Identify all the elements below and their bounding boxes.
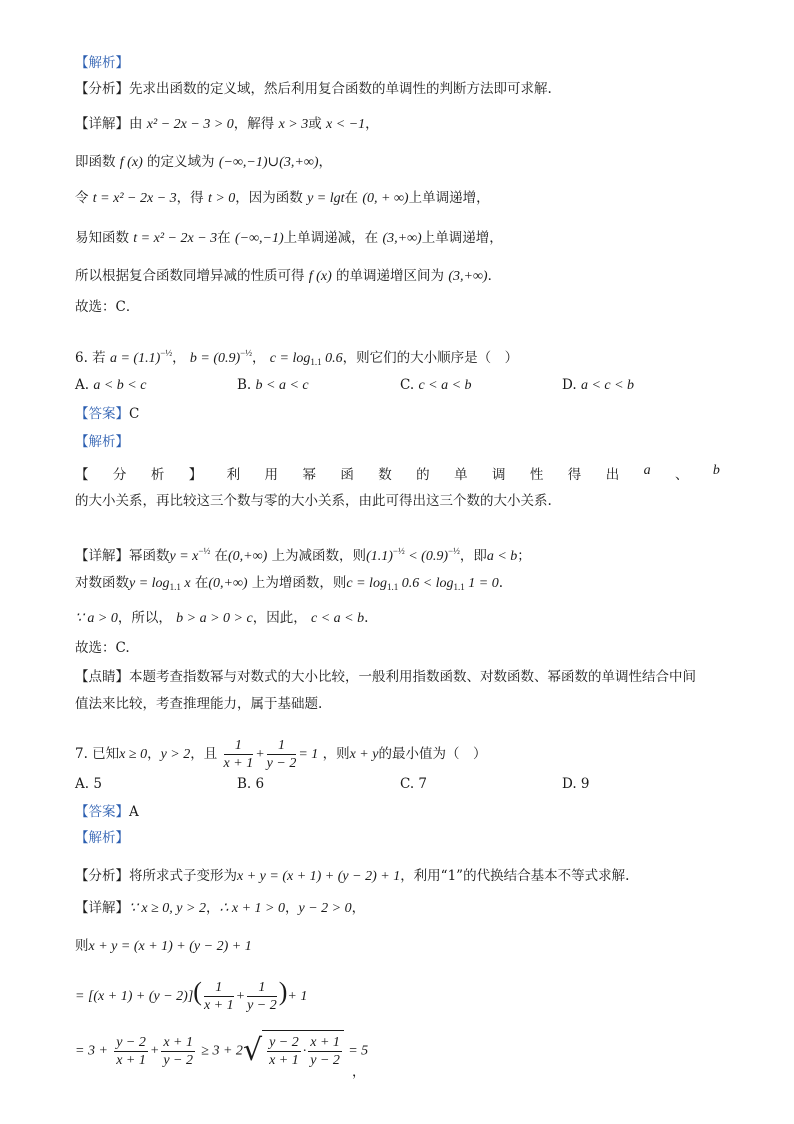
math-given: ∵ x ≥ 0, y > 2 <box>129 901 206 916</box>
text: ，即 <box>459 548 487 564</box>
text: ，因此， <box>252 610 307 626</box>
char: 用 <box>264 467 279 483</box>
subscript: 1.1 <box>386 582 399 592</box>
detail-6-line-1 <box>75 541 531 567</box>
text: 上单调递增， <box>421 230 503 246</box>
math-result: c < a < b <box>311 611 365 626</box>
char: 得 <box>567 467 582 483</box>
denominator: x + 1 <box>116 1052 146 1068</box>
text: y = x <box>169 549 199 564</box>
text: 在 <box>344 190 359 206</box>
numerator: 1 <box>247 979 277 997</box>
option-value: a < b < c <box>93 378 147 393</box>
detail-7-line-2 <box>75 936 252 957</box>
label: C. <box>400 377 415 393</box>
text: 上为增函数，则 <box>251 575 347 591</box>
text: 0.6 < log <box>398 576 454 591</box>
text: ，得 <box>176 190 204 206</box>
text: ， <box>365 116 379 132</box>
char: 的 <box>416 467 430 483</box>
math-y-gt-2: y > 2 <box>160 747 191 762</box>
text: 令 <box>75 190 89 206</box>
equals: = 1 <box>298 747 319 762</box>
math-interval: (0,+∞) <box>228 549 268 564</box>
plus: + <box>235 989 246 1004</box>
text: 在 <box>214 548 228 564</box>
analysis-5 <box>75 79 552 99</box>
dianjing-6-line-1 <box>75 667 696 687</box>
paren-close: ) <box>278 977 288 1006</box>
text: a = (1.1) <box>109 351 161 366</box>
numerator: 1 <box>224 737 254 755</box>
answer-value: C <box>129 406 140 422</box>
option-c <box>400 377 472 394</box>
text: ， <box>251 350 266 366</box>
text: 即函数 <box>75 154 116 170</box>
jiexi-heading-5: 【解析】 <box>75 55 129 71</box>
math-answer-interval: (3,+∞) <box>448 269 488 284</box>
text: 所以根据复合函数同增异减的性质可得 <box>75 268 305 284</box>
math-t-pos: t > 0 <box>207 191 236 206</box>
detail-line-2 <box>75 152 332 173</box>
char: 分 <box>112 467 127 483</box>
option-b-7: B. 6 <box>237 776 265 792</box>
text: . <box>498 575 504 591</box>
answer-6 <box>75 404 139 424</box>
char: 出 <box>605 467 620 483</box>
denominator: y − 2 <box>310 1053 340 1068</box>
analysis-6-line-1 <box>75 463 720 483</box>
text: 由 <box>129 116 143 132</box>
math-fx-2: f (x) <box>308 269 332 284</box>
option-b <box>237 377 309 394</box>
label: A. <box>75 377 90 393</box>
text: ，解得 <box>233 116 275 132</box>
math-a-def <box>109 348 173 366</box>
text: 或 <box>308 116 322 132</box>
option-c-7: C. 7 <box>400 776 428 792</box>
math-therefore-2: y − 2 > 0 <box>298 901 352 916</box>
dot: · <box>302 1044 307 1059</box>
detail-6-line-2 <box>75 573 503 597</box>
numerator: x + 1 <box>310 1035 340 1050</box>
math-therefore: ∴ x + 1 > 0 <box>219 901 285 916</box>
text: 上单调递增， <box>408 190 490 206</box>
math-fx: f (x) <box>119 155 143 170</box>
detail-6-line-3 <box>75 608 368 629</box>
detail-line-1 <box>75 114 379 135</box>
answer-value: A <box>129 804 139 820</box>
char: 数 <box>378 467 392 483</box>
exp: −½ <box>392 546 405 556</box>
text: 1 = 0 <box>464 576 499 591</box>
text: 则 <box>75 938 89 954</box>
denominator: x + 1 <box>223 756 254 771</box>
math-x-plus-y: x + y <box>349 747 379 762</box>
char: 调 <box>491 467 506 483</box>
math-domain: (−∞,−1)∪(3,+∞) <box>218 155 319 170</box>
text: x <box>180 576 191 591</box>
detail-7-line-3 <box>75 972 307 1017</box>
math-eq5: = 5 <box>348 1043 369 1059</box>
text: 易知函数 <box>75 230 129 246</box>
fraction <box>114 1034 148 1069</box>
option-a <box>75 377 146 394</box>
fraction <box>247 979 277 1014</box>
denominator: y − 2 <box>163 1052 193 1068</box>
tag-xiangjie: 【详解】 <box>75 116 129 132</box>
text: 0.6 <box>321 351 343 366</box>
text: ， <box>172 350 186 366</box>
text: 的单调递增区间为 <box>336 268 445 284</box>
exp: −½ <box>198 546 211 556</box>
question-number: 7. 已知 <box>75 746 120 762</box>
text: c = log <box>269 351 311 366</box>
denominator: y − 2 <box>266 756 297 771</box>
label: B. <box>237 377 252 393</box>
label: D. <box>562 377 577 393</box>
text: ， <box>147 746 161 762</box>
analysis-text: 先求出函数的定义域，然后利用复合函数的单调性的判断方法即可求解. <box>129 81 552 97</box>
numerator: x + 1 <box>163 1034 193 1050</box>
math-decomp: x + y = (x + 1) + (y − 2) + 1 <box>237 869 401 884</box>
text: < (0.9) <box>404 549 448 564</box>
question-6 <box>75 343 518 372</box>
option-a-7: A. 5 <box>75 776 102 792</box>
numerator: y − 2 <box>269 1035 299 1050</box>
text: 在 <box>217 230 231 246</box>
math-t-def-2: t = x² − 2x − 3 <box>133 231 218 246</box>
text: 的定义域为 <box>147 154 215 170</box>
char: 函 <box>340 467 354 483</box>
text: b = (0.9) <box>189 351 241 366</box>
trailing-comma: ， <box>352 1064 366 1080</box>
denominator: x + 1 <box>203 998 234 1013</box>
math-bracket: = [(x + 1) + (y − 2)] <box>75 989 194 1004</box>
char: 利 <box>226 467 241 483</box>
math-interval-neg: (−∞,−1) <box>234 231 284 246</box>
text: 将所求式子变形为 <box>129 868 237 884</box>
text: ， <box>318 154 333 170</box>
math-a-lt-b: a < b <box>486 549 518 564</box>
option-d <box>562 377 634 394</box>
detail-line-5 <box>75 266 501 287</box>
math-c-def <box>270 351 343 366</box>
analysis-6-line-2: 的大小关系，再比较这三个数与零的大小关系，由此可得出这三个数的大小关系. <box>75 493 552 509</box>
math-a: a <box>643 463 651 478</box>
math-power-fn <box>169 546 211 564</box>
detail-line-4 <box>75 228 503 249</box>
math-x-gt-3: x > 3 <box>278 117 309 132</box>
text: ， <box>284 900 299 916</box>
denominator: x + 1 <box>269 1053 299 1068</box>
text: ，因为函数 <box>235 190 303 206</box>
tag-fenxi: 【分析】 <box>75 81 129 97</box>
paren-open: ( <box>193 977 202 1006</box>
tag-answer: 【答案】 <box>75 406 129 422</box>
char: 【 <box>75 467 89 483</box>
text: (1.1) <box>366 549 393 564</box>
text: 幂函数 <box>129 548 170 564</box>
text: 的最小值为（ ） <box>378 746 487 762</box>
math-log-fn <box>129 576 191 591</box>
math-interval: (0, + ∞) <box>362 191 409 206</box>
detail-7-line-1 <box>75 898 365 919</box>
jiexi-heading-6: 【解析】 <box>75 434 129 450</box>
math-c-compare <box>346 576 498 591</box>
text: c = log <box>346 576 387 591</box>
subscript: 1.1 <box>453 582 465 592</box>
fraction <box>224 737 254 772</box>
char: 、 <box>675 467 689 483</box>
char: 析 <box>150 467 165 483</box>
math-because: ∵ a > 0 <box>75 611 118 626</box>
math-x-lt-neg1: x < −1 <box>326 117 366 132</box>
text: ，利用“1”的代换结合基本不等式求解. <box>400 868 630 884</box>
math-chain: b > a > 0 > c <box>176 611 253 626</box>
sqrt-sign: √ <box>242 1033 263 1068</box>
option-d-7: D. 9 <box>562 776 590 792</box>
jiexi-heading-7: 【解析】 <box>75 830 129 846</box>
option-value: c < a < b <box>418 378 472 393</box>
plus: + <box>255 747 265 762</box>
tag-xiangjie: 【详解】 <box>75 900 129 916</box>
math-text: = 3 + <box>75 1043 108 1059</box>
question-number: 6. 若 <box>75 350 106 366</box>
text: y = log <box>129 576 170 591</box>
math-compare <box>366 546 460 564</box>
text: ； <box>517 548 531 564</box>
exp: −½ <box>448 546 460 556</box>
exp: −½ <box>160 348 173 358</box>
plus-one: + 1 <box>287 989 308 1004</box>
subscript: 1.1 <box>310 357 322 367</box>
subscript: 1.1 <box>169 582 181 592</box>
text: ， <box>205 900 220 916</box>
text: 对数函数 <box>75 575 129 591</box>
char: 单 <box>454 467 468 483</box>
math-t-def: t = x² − 2x − 3 <box>92 191 177 206</box>
denominator: y − 2 <box>247 998 277 1013</box>
tag-xiangjie: 【详解】 <box>75 548 129 564</box>
math-ge: ≥ 3 + 2 <box>201 1043 243 1059</box>
numerator: 1 <box>204 979 234 997</box>
tag-answer: 【答案】 <box>75 804 129 820</box>
numerator: 1 <box>267 737 297 755</box>
text: 上为减函数，则 <box>271 548 367 564</box>
math-b: b <box>712 463 720 478</box>
choose-6: 故选：C. <box>75 640 130 656</box>
char: 性 <box>529 467 544 483</box>
sqrt-body <box>262 1030 344 1072</box>
char: 】 <box>188 467 203 483</box>
math-b-def <box>189 348 252 366</box>
dianjing-6-line-2: 值法来比较，考查推理能力，属于基础题. <box>75 696 323 712</box>
text: ，则 <box>322 746 350 762</box>
math-ylgt: y = lgt <box>307 191 345 206</box>
answer-7 <box>75 802 139 822</box>
math-x-ge-0: x ≥ 0 <box>119 747 148 762</box>
detail-7-line-4 <box>75 1030 368 1072</box>
math-ineq: x² − 2x − 3 > 0 <box>146 117 234 132</box>
detail-line-3 <box>75 188 490 209</box>
fraction <box>267 737 297 772</box>
tag-fenxi: 【分析】 <box>75 868 129 884</box>
option-value: a < c < b <box>580 378 635 393</box>
exp: −½ <box>240 348 252 358</box>
fraction <box>308 1034 342 1069</box>
text: ，则它们的大小顺序是（ ） <box>342 350 519 366</box>
question-7 <box>75 734 486 775</box>
text: ， <box>351 900 366 916</box>
tag-dianjing: 【点睛】 <box>75 669 129 685</box>
text: ，所以， <box>117 610 172 626</box>
char: 幂 <box>302 467 316 483</box>
text: ． <box>487 268 502 284</box>
analysis-7 <box>75 866 629 887</box>
math-interval-pos: (3,+∞) <box>382 231 422 246</box>
text: ，且 <box>190 746 218 762</box>
plus: + <box>149 1043 160 1059</box>
fraction <box>161 1034 195 1069</box>
math-interval: (0,+∞) <box>208 576 248 591</box>
math-decomp: x + y = (x + 1) + (y − 2) + 1 <box>88 939 252 954</box>
fraction <box>204 979 234 1014</box>
text: . <box>364 610 369 626</box>
text: 本题考查指数幂与对数式的大小比较，一般利用指数函数、对数函数、幂函数的单调性结合中间 <box>129 669 696 685</box>
text: 上单调递减，在 <box>283 230 379 246</box>
text: 在 <box>194 575 209 591</box>
choose-5: 故选：C． <box>75 299 140 315</box>
numerator: y − 2 <box>116 1034 146 1050</box>
fraction <box>267 1034 301 1069</box>
option-value: b < a < c <box>255 378 309 393</box>
